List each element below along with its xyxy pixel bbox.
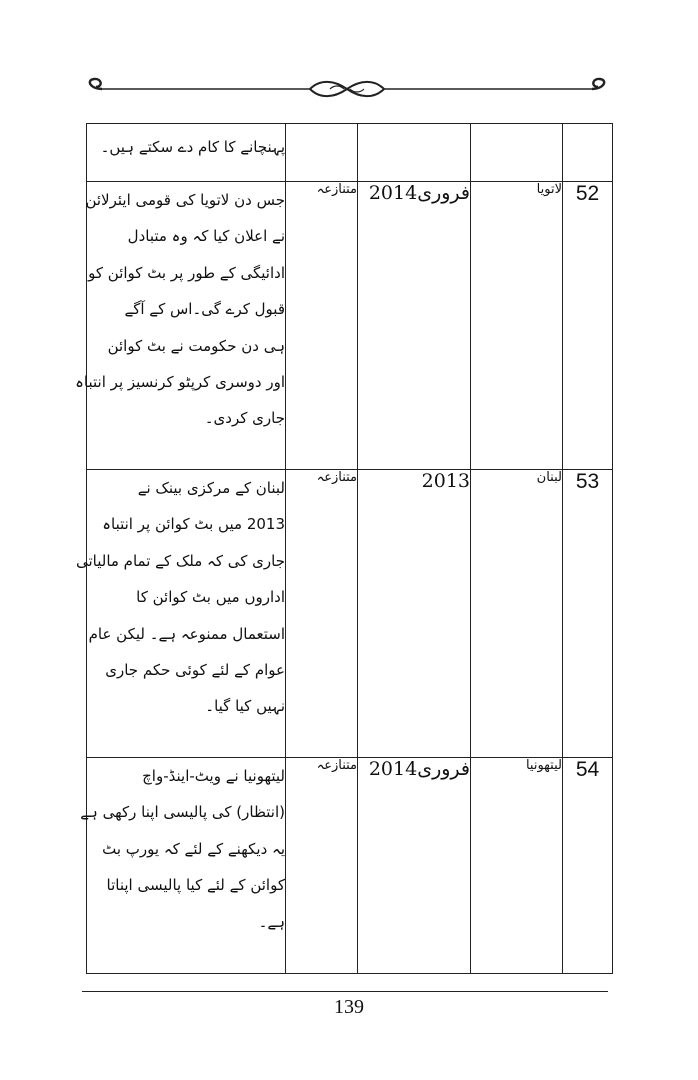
status-cell: متنازعہ: [286, 758, 358, 974]
description-cell: [80, 758, 286, 974]
description-line: جاری کردی۔: [204, 409, 285, 428]
serial-number-cell: [563, 124, 613, 182]
countries-table: [75, 123, 613, 974]
description-line: 2013 میں بٹ کوائن پر انتباہ: [102, 515, 285, 534]
country-cell: [471, 124, 563, 182]
description-cell: [87, 124, 286, 182]
serial-number-cell: 54: [563, 758, 613, 974]
description-line: جس دن لاتویا کی قومی ایئرلائن: [85, 191, 285, 209]
description-line: استعمال ممنوعہ ہے۔ لیکن عام: [88, 624, 285, 643]
description-line: لبنان کے مرکزی بینک نے: [137, 479, 285, 497]
description-cell: [75, 182, 286, 470]
table-row: [87, 470, 613, 758]
date-cell: فروری2014: [358, 758, 471, 974]
country-cell: لیتھونیا: [471, 758, 563, 974]
description-line: پہنچانے کا کام دے سکتے ہیں۔: [100, 138, 285, 156]
date-cell: [358, 124, 471, 182]
description-line: (انتظار) کی پالیسی اپنا رکھی ہے: [80, 803, 285, 822]
description-line: ہے۔: [258, 912, 285, 931]
table-row: [87, 758, 613, 974]
ornament-divider: [82, 74, 612, 104]
description-line: کوائن کے لئے کیا پالیسی اپناتا: [106, 876, 285, 895]
date-cell: فروری2014: [358, 182, 471, 470]
description-line: نہیں کیا گیا۔: [205, 697, 285, 716]
description-line: اور دوسری کرپٹو کرنسیز پر انتباہ: [75, 373, 285, 392]
description-line: جاری کی کہ ملک کے تمام مالیاتی: [75, 551, 285, 570]
status-cell: متنازعہ: [286, 182, 358, 470]
table-row: [87, 182, 613, 470]
description-line: لیتھونیا نے ویٹ-اینڈ-واچ: [142, 767, 285, 785]
description-line: یہ دیکھنے کے لئے کہ یورپ بٹ: [102, 839, 285, 858]
country-cell: لاتویا: [471, 182, 563, 470]
description-line: نے اعلان کیا کہ وہ متبادل: [127, 227, 285, 246]
table-row: [87, 124, 613, 182]
description-line: قبول کرے گی۔اس کے آگے: [124, 300, 285, 319]
description-line: ادائیگی کے طور پر بٹ کوائن کو: [88, 263, 285, 282]
date-cell: 2013: [358, 470, 471, 758]
description-line: ہی دن حکومت نے بٹ کوائن: [107, 336, 285, 355]
country-cell: لبنان: [471, 470, 563, 758]
serial-number-cell: 53: [563, 470, 613, 758]
serial-number-cell: 52: [563, 182, 613, 470]
status-cell: متنازعہ: [286, 470, 358, 758]
description-line: عوام کے لئے کوئی حکم جاری: [105, 661, 285, 680]
description-cell: [75, 470, 286, 758]
status-cell: [286, 124, 358, 182]
description-line: اداروں میں بٹ کوائن کا: [136, 588, 285, 607]
page-number: 139: [334, 996, 364, 1018]
footer-divider: [82, 991, 608, 992]
